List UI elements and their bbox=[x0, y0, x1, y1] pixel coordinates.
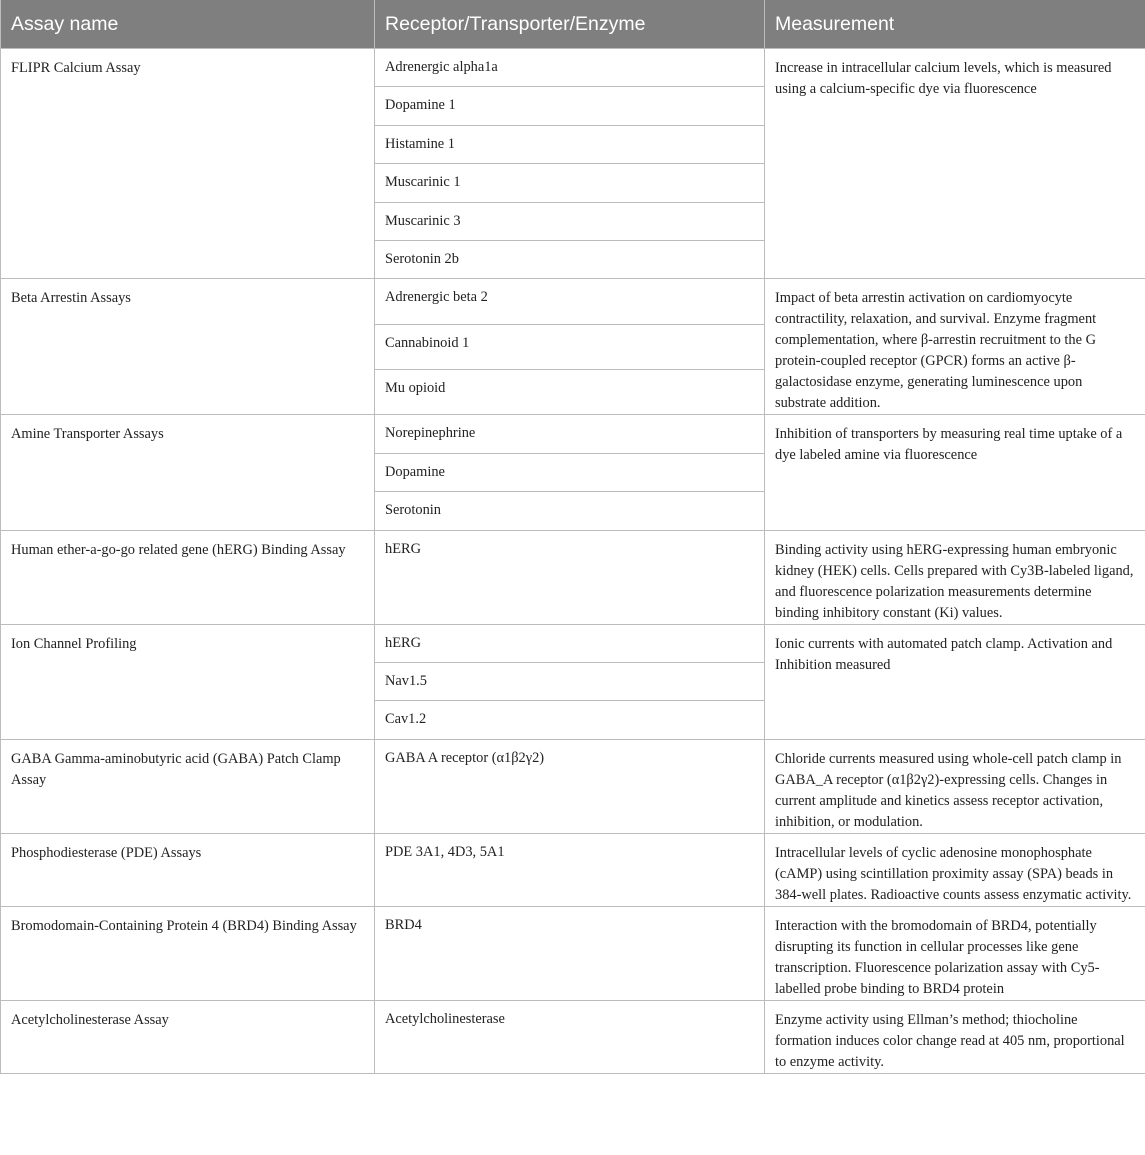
target-cell: Acetylcholinesterase bbox=[375, 1000, 765, 1073]
target-cell: Histamine 1 bbox=[375, 125, 765, 163]
header-row bbox=[1, 0, 1145, 49]
assay-name-cell: Bromodomain-Containing Protein 4 (BRD4) Binding Assay bbox=[1, 906, 375, 1000]
table-row bbox=[1, 530, 1145, 624]
header-assay-name: Assay name bbox=[1, 0, 375, 49]
target-cell: Muscarinic 3 bbox=[375, 202, 765, 240]
measurement-cell: Impact of beta arrestin activation on cardiomyocyte contractility, relaxation, and survival. Enzyme fragment complementation, where β-arrestin recruitment to the G protein-coupled receptor (GPCR) forms an active β-galactosidase enzyme, generating luminescence upon substrate addition. bbox=[765, 279, 1145, 415]
measurement-cell: Ionic currents with automated patch clamp. Activation and Inhibition measured bbox=[765, 624, 1145, 739]
assay-name-cell: FLIPR Calcium Assay bbox=[1, 49, 375, 279]
measurement-cell: Interaction with the bromodomain of BRD4, potentially disrupting its function in cellular processes like gene transcription. Fluorescence polarization assay with Cy5-labelled probe binding to BRD4 protein bbox=[765, 906, 1145, 1000]
table-body bbox=[1, 49, 1145, 1074]
target-cell: Muscarinic 1 bbox=[375, 164, 765, 202]
header-receptor: Receptor/Transporter/Enzyme bbox=[375, 0, 765, 49]
measurement-cell: Increase in intracellular calcium levels, which is measured using a calcium-specific dye via fluorescence bbox=[765, 49, 1145, 279]
assay-name-cell: Ion Channel Profiling bbox=[1, 624, 375, 739]
measurement-cell: Enzyme activity using Ellman’s method; thiocholine formation induces color change read at 405 nm, proportional to enzyme activity. bbox=[765, 1000, 1145, 1073]
target-cell: hERG bbox=[375, 530, 765, 624]
measurement-cell: Chloride currents measured using whole-cell patch clamp in GABA_A receptor (α1β2γ2)-expressing cells. Changes in current amplitude and kinetics assess receptor activation, inhibition, or modulation. bbox=[765, 739, 1145, 833]
assay-name-cell: Amine Transporter Assays bbox=[1, 415, 375, 530]
table-row bbox=[1, 739, 1145, 833]
measurement-cell: Binding activity using hERG-expressing human embryonic kidney (HEK) cells. Cells prepared with Cy3B-labeled ligand, and fluorescence polarization measurements determine binding inhibitory constant (Ki) values. bbox=[765, 530, 1145, 624]
table-row bbox=[1, 906, 1145, 1000]
target-cell: hERG bbox=[375, 624, 765, 662]
target-cell: Nav1.5 bbox=[375, 662, 765, 700]
target-cell: Cav1.2 bbox=[375, 701, 765, 739]
target-cell: Cannabinoid 1 bbox=[375, 324, 765, 369]
measurement-cell: Intracellular levels of cyclic adenosine monophosphate (cAMP) using scintillation proximity assay (SPA) beads in 384-well plates. Radioactive counts assess enzymatic activity. bbox=[765, 833, 1145, 906]
table-row bbox=[1, 49, 1145, 87]
target-cell: Serotonin bbox=[375, 492, 765, 530]
assay-name-cell: Acetylcholinesterase Assay bbox=[1, 1000, 375, 1073]
table-row bbox=[1, 1000, 1145, 1073]
target-cell: Norepinephrine bbox=[375, 415, 765, 453]
assay-name-cell: Beta Arrestin Assays bbox=[1, 279, 375, 415]
table-row bbox=[1, 833, 1145, 906]
assay-name-cell: Phosphodiesterase (PDE) Assays bbox=[1, 833, 375, 906]
table-row bbox=[1, 415, 1145, 453]
header-measurement: Measurement bbox=[765, 0, 1145, 49]
target-cell: Dopamine 1 bbox=[375, 87, 765, 125]
target-cell: Serotonin 2b bbox=[375, 240, 765, 278]
measurement-cell: Inhibition of transporters by measuring real time uptake of a dye labeled amine via fluorescence bbox=[765, 415, 1145, 530]
target-cell: Dopamine bbox=[375, 453, 765, 491]
target-cell: Adrenergic alpha1a bbox=[375, 49, 765, 87]
table-row bbox=[1, 624, 1145, 662]
target-cell: PDE 3A1, 4D3, 5A1 bbox=[375, 833, 765, 906]
table-row bbox=[1, 279, 1145, 324]
assay-name-cell: GABA Gamma-aminobutyric acid (GABA) Patch Clamp Assay bbox=[1, 739, 375, 833]
target-cell: Mu opioid bbox=[375, 370, 765, 415]
assay-name-cell: Human ether-a-go-go related gene (hERG) Binding Assay bbox=[1, 530, 375, 624]
target-cell: GABA A receptor (α1β2γ2) bbox=[375, 739, 765, 833]
target-cell: Adrenergic beta 2 bbox=[375, 279, 765, 324]
target-cell: BRD4 bbox=[375, 906, 765, 1000]
